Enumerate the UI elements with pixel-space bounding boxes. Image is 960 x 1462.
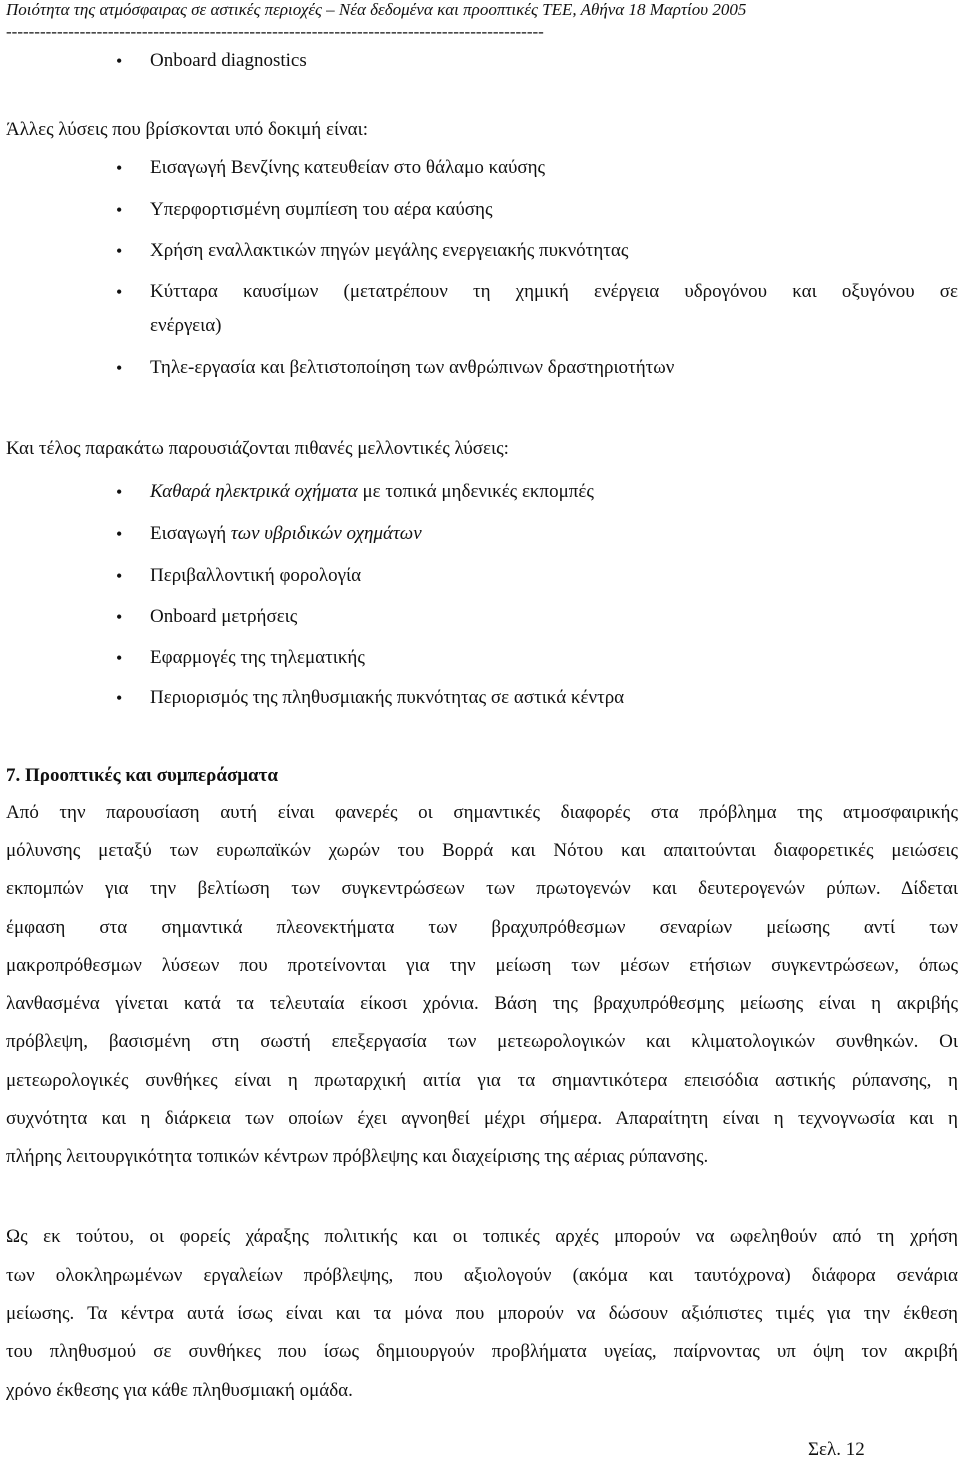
paragraph-line: μετεωρολογικές συνθήκες είναι η πρωταρχική αιτία για τα σημαντικότερα επεισόδια αστικής ρύπανσης, η bbox=[6, 1070, 958, 1091]
bullet-icon: • bbox=[116, 648, 123, 668]
paragraph-line: μακροπρόθεσμων λύσεων που προτείνονται για την μείωση των μέσων ετήσιων συγκεντρώσεων, όπως bbox=[6, 955, 958, 976]
other-solutions-intro: Άλλες λύσεις που βρίσκονται υπό δοκιμή είναι: bbox=[6, 119, 369, 140]
paragraph-line: έμφαση στα σημαντικά πλεονεκτήματα των βραχυπρόθεσμων σεναρίων μείωσης αντί των bbox=[6, 917, 958, 938]
list-item: Περιορισμός της πληθυσμιακής πυκνότητας σε αστικά κέντρα bbox=[150, 687, 625, 708]
page-number: Σελ. 12 bbox=[808, 1439, 865, 1460]
paragraph-line: μόλυνσης μεταξύ των ευρωπαϊκών χωρών του Βορρά και Νότου και απαιτούνται διαφορετικές μειώσεις bbox=[6, 840, 958, 861]
section-heading: 7. Προοπτικές και συμπεράσματα bbox=[6, 765, 279, 786]
list-item: Περιβαλλοντική φορολογία bbox=[150, 565, 362, 586]
list-item: Κύτταρα καυσίμων (μετατρέπουν τη χημική ενέργεια υδρογόνου και οξυγόνου σε bbox=[150, 281, 958, 302]
list-item: Υπερφορτισμένη συμπίεση του αέρα καύσης bbox=[150, 199, 493, 220]
bullet-icon: • bbox=[116, 200, 123, 220]
paragraph-line: Ως εκ τούτου, οι φορείς χάραξης πολιτικής και οι τοπικές αρχές μπορούν να ωφεληθούν από τη χρήση bbox=[6, 1226, 958, 1247]
bullet-icon: • bbox=[116, 524, 123, 544]
list-item: Χρήση εναλλακτικών πηγών μεγάλης ενεργειακής πυκνότητας bbox=[150, 240, 629, 261]
list-item: Εισαγωγή Βενζίνης κατευθείαν στο θάλαμο καύσης bbox=[150, 157, 546, 178]
paragraph-line: του πληθυσμού σε συνθήκες που ίσως δημιουργούν προβλήματα υγείας, παίρνοντας υπ όψη τον ακριβή bbox=[6, 1341, 958, 1362]
list-item-continuation: ενέργεια) bbox=[150, 315, 222, 336]
bullet-icon: • bbox=[116, 158, 123, 178]
running-header: Ποιότητα της ατμόσφαιρας σε αστικές περιοχές – Νέα δεδομένα και προοπτικές ΤΕΕ, Αθήνα 18 Μαρτίου 2005 bbox=[6, 0, 747, 19]
bullet-icon: • bbox=[116, 358, 123, 378]
paragraph-line: πλήρης λειτουργικότητα τοπικών κέντρων πρόβλεψης και διαχείρισης της αέριας ρύπανσης. bbox=[6, 1146, 709, 1167]
bullet-icon: • bbox=[116, 282, 123, 302]
paragraph-line: συχνότητα και η διάρκεια των οποίων έχει αγνοηθεί μέχρι σήμερα. Απαραίτητη είναι η τεχνογνωσία και η bbox=[6, 1108, 958, 1129]
list-item: Onboard μετρήσεις bbox=[150, 606, 298, 627]
list-item: Onboard diagnostics bbox=[150, 50, 307, 71]
paragraph-line: πρόβλεψη, βασισμένη στη σωστή επεξεργασία των μετεωρολογικών και κλιματολογικών συνθηκών. Οι bbox=[6, 1031, 958, 1052]
paragraph-line: λανθασμένα γίνεται κατά τα τελευταία είκοσι χρόνια. Βάση της βραχυπρόθεσμης μείωσης είναι η ακριβής bbox=[6, 993, 958, 1014]
bullet-icon: • bbox=[116, 566, 123, 586]
paragraph-line: χρόνο έκθεσης για κάθε πληθυσμιακή ομάδα. bbox=[6, 1380, 353, 1401]
bullet-icon: • bbox=[116, 688, 123, 708]
bullet-icon: • bbox=[116, 482, 123, 502]
paragraph-line: Από την παρουσίαση αυτή είναι φανερές οι σημαντικές διαφορές στα πρόβλημα της ατμοσφαιρικής bbox=[6, 802, 958, 823]
paragraph-line: μείωσης. Τα κέντρα αυτά ίσως είναι και τα μόνα που μπορούν να δώσουν αξιόπιστες τιμές για την έκθεση bbox=[6, 1303, 958, 1324]
bullet-icon: • bbox=[116, 51, 123, 71]
bullet-icon: • bbox=[116, 241, 123, 261]
list-item: Εισαγωγή των υβριδικών οχημάτων bbox=[150, 523, 422, 544]
list-item: Καθαρά ηλεκτρικά οχήματα με τοπικά μηδενικές εκπομπές bbox=[150, 481, 594, 502]
bullet-icon: • bbox=[116, 607, 123, 627]
future-solutions-intro: Και τέλος παρακάτω παρουσιάζονται πιθανές μελλοντικές λύσεις: bbox=[6, 438, 509, 459]
list-item: Τηλε-εργασία και βελτιστοποίηση των ανθρώπινων δραστηριοτήτων bbox=[150, 357, 675, 378]
header-rule: ----------------------------------------------------------------------------------------------- bbox=[6, 22, 544, 41]
paragraph-line: εκπομπών για την βελτίωση των συγκεντρώσεων των πρωτογενών και δευτερογενών ρύπων. Δίδεται bbox=[6, 878, 958, 899]
list-item: Εφαρμογές της τηλεματικής bbox=[150, 647, 365, 668]
paragraph-line: των ολοκληρωμένων εργαλείων πρόβλεψης, που αξιολογούν (ακόμα και ταυτόχρονα) διάφορα σενάρια bbox=[6, 1265, 958, 1286]
